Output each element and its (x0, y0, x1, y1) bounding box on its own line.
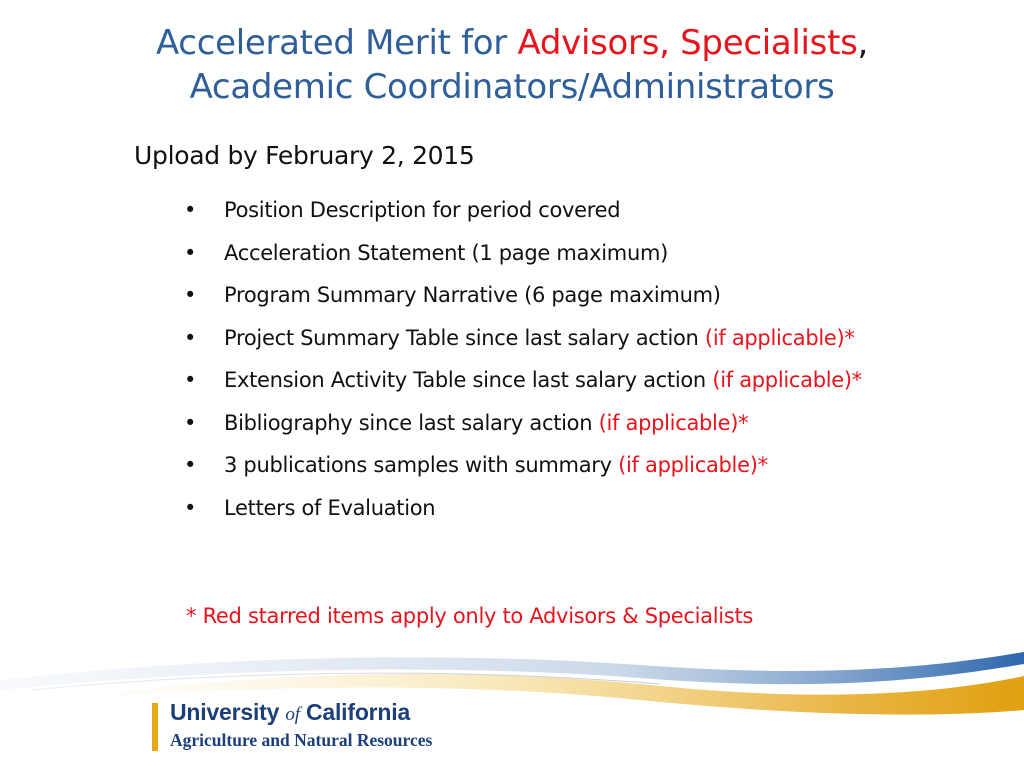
list-item-text: Position Description for period covered (224, 198, 621, 222)
list-item (184, 408, 874, 439)
list-item-text: Bibliography since last salary action (224, 410, 599, 435)
bullet-icon: • (184, 410, 197, 435)
title-line-1 (0, 22, 1024, 66)
logo-of: of (285, 704, 300, 725)
logo-california-word: California (299, 699, 411, 725)
list-item-text: Acceleration Statement (1 page maximum) (224, 240, 669, 265)
footnote: * Red starred items apply only to Advisors & Specialists (186, 604, 754, 628)
bullet-icon: • (184, 283, 197, 307)
list-item (184, 450, 874, 481)
bullet-icon: • (184, 368, 197, 392)
list-item-text: Letters of Evaluation (224, 495, 436, 520)
logo-university-word: University (170, 699, 286, 725)
list-item (184, 365, 874, 396)
list-item (184, 323, 874, 354)
list-item-text: Program Summary Narrative (6 page maximum) (224, 283, 721, 307)
bullet-icon: • (184, 495, 197, 520)
list-item (184, 238, 874, 269)
list-item (184, 280, 874, 311)
list-item-text: Project Summary Table since last salary action (224, 325, 705, 350)
title-comma: , (857, 23, 869, 63)
bullet-icon: • (184, 325, 197, 350)
title-highlight: Advisors, Specialists (517, 23, 858, 63)
list-item (184, 195, 874, 226)
title-line-2: Academic Coordinators/Administrators (189, 66, 835, 107)
requirements-list (184, 195, 874, 535)
list-item-note: (if applicable)* (704, 325, 855, 350)
list-item (184, 493, 874, 524)
list-item-note: (if applicable)* (598, 410, 749, 435)
bullet-icon: • (184, 240, 197, 265)
title-part-1: Accelerated Merit for (155, 23, 518, 63)
bullet-icon: • (184, 453, 197, 477)
list-item-text: Extension Activity Table since last salary action (224, 368, 713, 392)
list-item-note: (if applicable)* (618, 453, 768, 477)
bullet-icon: • (184, 198, 197, 222)
list-item-note: (if applicable)* (712, 368, 862, 392)
logo-division-name: Agriculture and Natural Resources (170, 730, 433, 750)
logo-university-name (170, 699, 410, 726)
slide-title (0, 22, 1024, 109)
list-item-text: 3 publications samples with summary (224, 453, 619, 477)
logo-accent-bar (152, 703, 158, 751)
upload-deadline: Upload by February 2, 2015 (134, 141, 475, 170)
